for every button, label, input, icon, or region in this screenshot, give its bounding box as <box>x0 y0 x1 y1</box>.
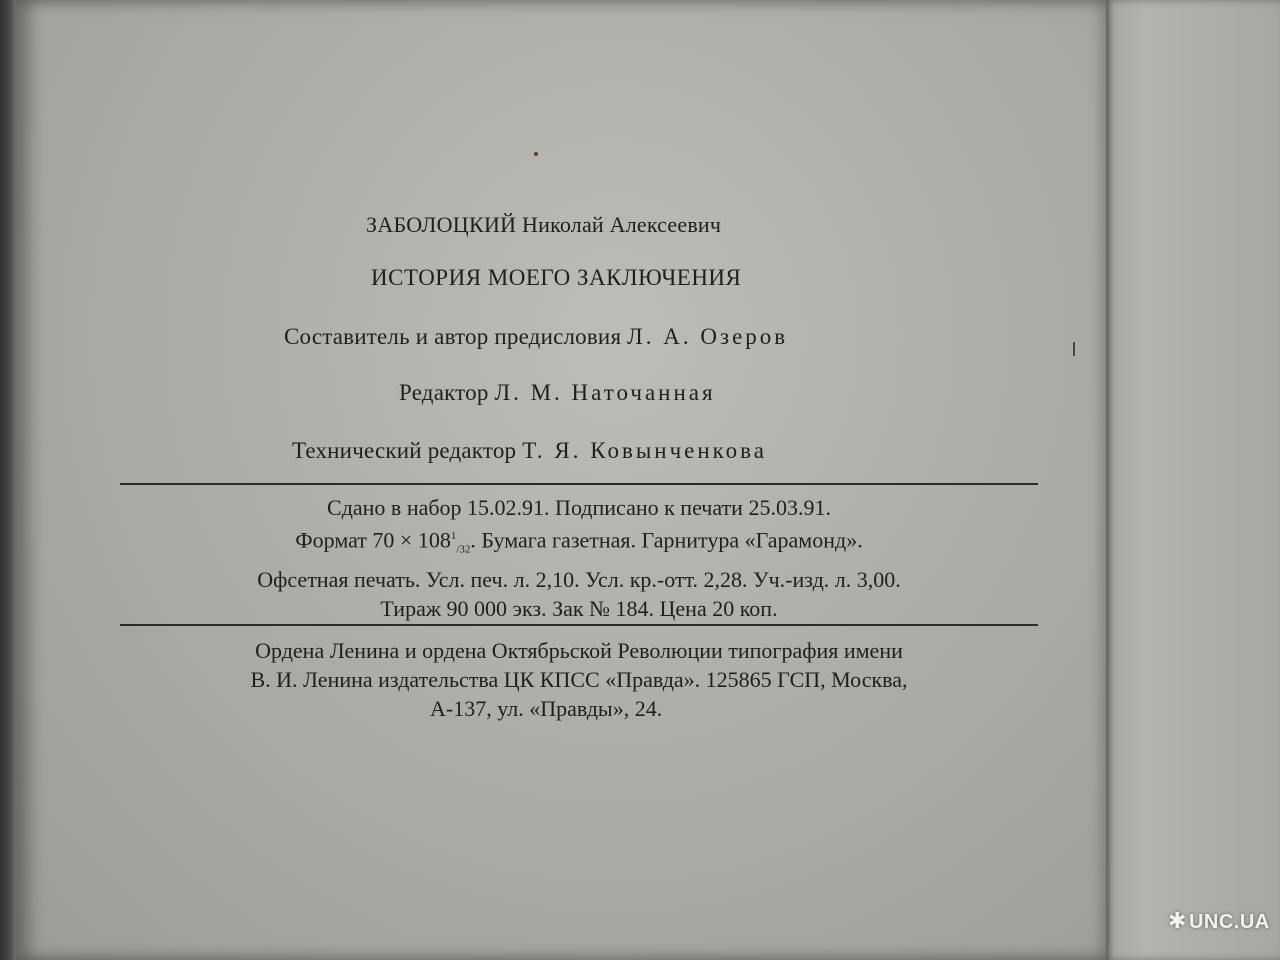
author-name: Николай Алексеевич <box>522 212 722 237</box>
tech-editor-line <box>292 438 767 464</box>
watermark-text: UNC.UA <box>1188 911 1270 933</box>
imprint-block <box>120 493 1038 623</box>
printer-block <box>120 636 1038 723</box>
watermark <box>1168 908 1270 934</box>
printer-line-1: Ордена Ленина и ордена Октябрьской Революции типография имени <box>255 638 903 663</box>
book-title: ИСТОРИЯ МОЕГО ЗАКЛЮЧЕНИЯ <box>371 265 742 290</box>
imprint-line-4: Тираж 90 000 экз. Зак № 184. Цена 20 коп. <box>380 595 778 621</box>
editor-name: Л. М. Наточанная <box>494 380 716 405</box>
printer-line-2: В. И. Ленина издательства ЦК КПСС «Правда». 125865 ГСП, Москва, <box>250 667 908 692</box>
snowflake-icon: ✱ <box>1168 908 1187 933</box>
paper-speck <box>534 152 538 156</box>
margin-mark <box>1073 342 1075 356</box>
author-line <box>366 212 721 238</box>
compiler-label: Составитель и автор предисловия <box>284 324 622 349</box>
tech-editor-name: Т. Я. Ковынченкова <box>522 438 767 463</box>
imprint-format-fraction: 1 <box>450 530 457 542</box>
imprint-format-denominator: /32 <box>456 543 471 556</box>
adjacent-page <box>1106 0 1280 960</box>
book-page <box>16 0 1106 960</box>
tech-editor-label: Технический редактор <box>292 438 517 463</box>
divider-bottom <box>120 624 1038 626</box>
imprint-line-3: Офсетная печать. Усл. печ. л. 2,10. Усл. кр.-отт. 2,28. Уч.-изд. л. 3,00. <box>257 566 901 592</box>
imprint-line-2 <box>120 522 1038 565</box>
printer-line-3: А-137, ул. «Правды», 24. <box>430 696 663 721</box>
imprint-line-1: Сдано в набор 15.02.91. Подписано к печати 25.03.91. <box>327 495 831 520</box>
author-surname: ЗАБОЛОЦКИЙ <box>366 212 517 237</box>
divider-top <box>120 483 1038 485</box>
editor-line <box>399 380 716 406</box>
imprint-paper: . Бумага газетная. Гарнитура «Гарамонд». <box>470 527 863 553</box>
editor-label: Редактор <box>399 380 489 405</box>
imprint-format: Формат 70 × 108 <box>295 527 451 553</box>
compiler-name: Л. А. Озеров <box>627 324 789 349</box>
compiler-line <box>284 324 788 350</box>
